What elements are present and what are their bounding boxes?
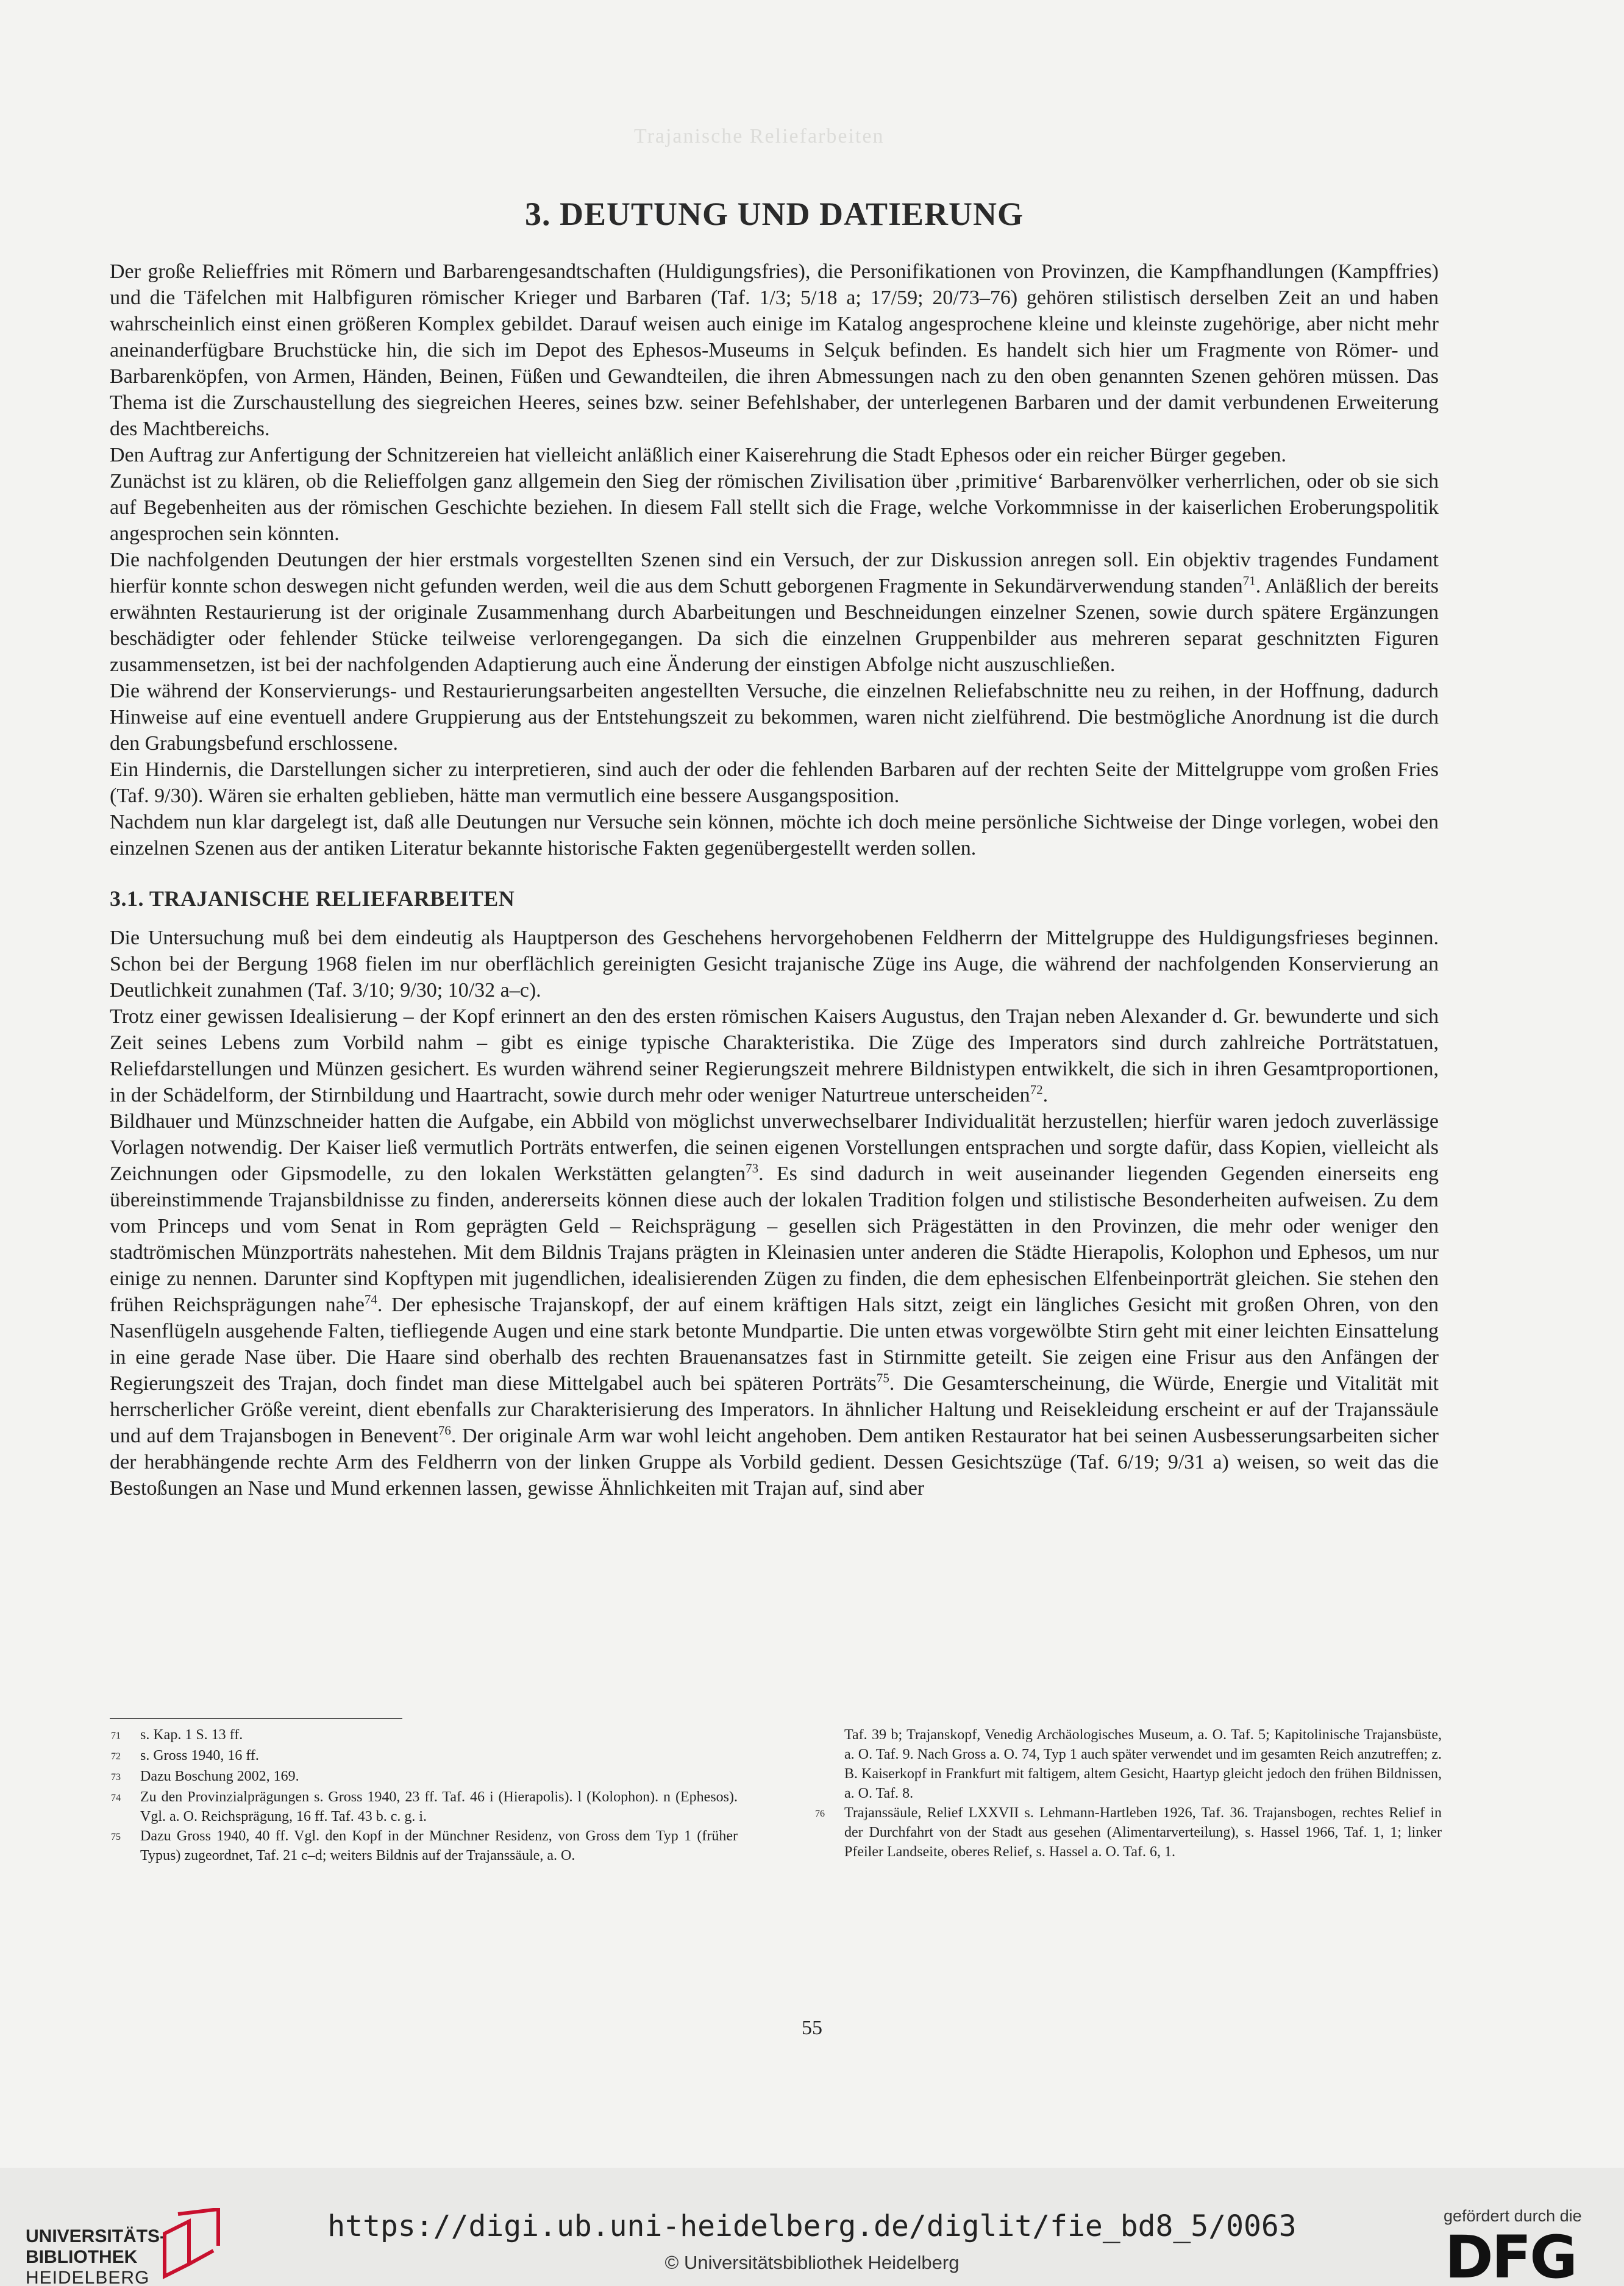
paragraph bbox=[110, 757, 1439, 809]
dfg-logo[interactable]: DFG bbox=[1445, 2223, 1576, 2286]
footnote-ref[interactable]: 73 bbox=[746, 1161, 759, 1176]
footnote-number: 75 bbox=[111, 1832, 121, 1842]
paragraph-text: . Es sind dadurch in weit auseinander liegenden Gegenden einerseits eng übereinstimmende Trajansbildnisse zu finden, andererseits können diese auch der lokalen Tradition folgen und stilistische Besonderheiten aufweisen. Zu dem vom Princeps und vom Senat in Rom geprägten Geld – Reichsprägung – gesellen sich Prägestätten in den Provinzen, die mehr oder weniger den stadtrömischen Münzporträts nahestehen. Mit dem Bildnis Trajans prägten in Kleinasien unter anderen die Städte Hierapolis, Kolophon und Ephesos, um nur einige zu nennen. Darunter sind Kopftypen mit jugendlichen, idealisierenden Zügen zu finden, die dem ephesischen Elfenbeinporträt gleichen. Sie stehen den frühen Reichsprägungen nahe bbox=[110, 1163, 1439, 1316]
footnote-ref[interactable]: 72 bbox=[1030, 1082, 1043, 1097]
paragraph bbox=[110, 678, 1439, 757]
show-through-header: Trajanische Reliefarbeiten bbox=[634, 125, 885, 148]
paragraph-text: . Anläßlich der bereits erwähnten Restaurierung ist der originale Zusammenhang durch Abarbeitungen und Beschneidungen einzelner Szenen, sowie durch spätere Ergänzungen beschädigter oder fehlender Stücke teilweise verlorengegangen. Da sich die einzelnen Gruppenbilder aus mehreren separat geschnitzten Figuren zusammensetzen, ist bei der nachfolgenden Adaptierung auch eine Änderung der einstigen Abfolge nicht auszuschließen. bbox=[110, 575, 1439, 676]
body-part-2 bbox=[110, 925, 1439, 1501]
footnotes-right-list bbox=[814, 1803, 1442, 1862]
paragraph bbox=[110, 809, 1439, 861]
uni-line-1: UNIVERSITÄTS- bbox=[26, 2226, 166, 2246]
footnote-ref[interactable]: 76 bbox=[438, 1423, 451, 1438]
paragraph bbox=[110, 468, 1439, 547]
paragraph-text: Bildhauer und Münzschneider hatten die Aufgabe, ein Abbild von möglichst unverwechselbarer Individualität herzustellen; hierfür waren jedoch zuverlässige Vorlagen notwendig. Der Kaiser ließ vermutlich Porträts entwerfen, die seinen eigenen Vorstellungen entsprachen und sorgte dafür, dass Kopien, vielleicht als Zeichnungen oder Gipsmodelle, zu den lokalen Werkstätten gelangten bbox=[110, 1110, 1439, 1185]
footnotes-left-column bbox=[110, 1725, 738, 1865]
paragraph-text: . bbox=[1042, 1084, 1049, 1106]
paragraph bbox=[110, 1108, 1439, 1501]
chapter-title: 3. DEUTUNG UND DATIERUNG bbox=[524, 196, 1024, 232]
library-footer bbox=[0, 2168, 1624, 2286]
uni-line-2: BIBLIOTHEK bbox=[26, 2247, 138, 2267]
footnote bbox=[110, 1787, 738, 1826]
footnote-text: Dazu Gross 1940, 40 ff. Vgl. den Kopf in der Münchner Residenz, von Gross dem Typ 1 (früher Typus) zugeordnet, Taf. 21 c–d; weiters Bildnis auf der Trajanssäule, a. O. bbox=[140, 1828, 738, 1864]
footnote-number: 76 bbox=[815, 1809, 825, 1819]
footnote bbox=[110, 1826, 738, 1865]
paragraph bbox=[110, 258, 1439, 442]
funding-label: gefördert durch die bbox=[1444, 2207, 1582, 2225]
footnote-number: 74 bbox=[111, 1793, 121, 1803]
footnote-ref[interactable]: 71 bbox=[1242, 573, 1256, 588]
footnote-number: 72 bbox=[111, 1751, 121, 1762]
paragraph-text: . Der ephesische Trajanskopf, der auf einem kräftigen Hals sitzt, zeigt ein längliches Gesicht mit großen Ohren, von den Nasenflügeln ausgehende Falten, tiefliegende Augen und eine stark betonte Mundpartie. Die unten etwas vorgewölbte Stirn geht mit einer leichten Einsattelung in eine gerade Nase über. Die Haare sind oberhalb des rechten Brauenansatzes fast in Stirnmitte geteilt. Sie zeigen eine Frisur aus den Anfängen der Regierungszeit des Trajan, doch findet man diese Mittelgabel auch bei späteren Porträts bbox=[110, 1294, 1439, 1395]
footnote-number: 73 bbox=[111, 1772, 121, 1782]
paragraph-text: Den Auftrag zur Anfertigung der Schnitzereien hat vielleicht anläßlich einer Kaiserehrung die Stadt Ephesos oder ein reicher Bürger gegeben. bbox=[110, 444, 1287, 466]
footnote-ref[interactable]: 75 bbox=[876, 1370, 889, 1386]
paragraph-text: Nachdem nun klar dargelegt ist, daß alle Deutungen nur Versuche sein können, möchte ich doch meine persönliche Sichtweise der Dinge vorlegen, wobei den einzelnen Szenen aus der antiken Literatur bekannte historische Fakten gegenübergestellt werden sollen. bbox=[110, 811, 1439, 860]
paragraph bbox=[110, 1003, 1439, 1108]
paragraph-text: Die nachfolgenden Deutungen der hier erstmals vorgestellten Szenen sind ein Versuch, der zur Diskussion anregen soll. Ein objektiv tragendes Fundament hierfür konnte schon deswegen nicht gefunden werden, weil die aus dem Schutt geborgenen Fragmente in Sekundärverwendung standen bbox=[110, 549, 1439, 597]
paragraph-text: Der große Relieffries mit Römern und Barbarengesandtschaften (Huldigungsfries), die Personifikationen von Provinzen, die Kampfhandlungen (Kampffries) und die Täfelchen mit Halbfiguren römischer Krieger und Barbaren (Taf. 1/3; 5/18 a; 17/59; 20/73–76) gehören stilistisch derselben Zeit an und haben wahrscheinlich einst einen größeren Komplex gebildet. Darauf weisen auch einige im Katalog angesprochene kleine und kleinste zugehörige, aber nicht mehr aneinanderfügbare Bruchstücke hin, die sich im Depot des Ephesos-Museums in Selçuk befinden. Es handelt sich hier um Fragmente von Römer- und Barbarenköpfen, von Armen, Händen, Beinen, Füßen und Gewandteilen, die ihren Abmessungen nach zu den oben genannten Szenen gehören müssen. Das Thema ist die Zurschaustellung des siegreichen Heeres, seines bzw. seiner Befehlshaber, der unterlegenen Barbaren und der damit verbundenen Erweiterung des Machtbereichs. bbox=[110, 260, 1439, 440]
paragraph bbox=[110, 442, 1439, 468]
paragraph-text: Zunächst ist zu klären, ob die Relieffolgen ganz allgemein den Sieg der römischen Zivilisation über ‚primitive‘ Barbarenvölker verherrlichen, oder ob sie sich auf Begebenheiten aus der römischen Geschichte beziehen. In diesem Fall stellt sich die Frage, welche Vorkommnisse in der kaiserlichen Eroberungspolitik angesprochen sein könnten. bbox=[110, 470, 1439, 545]
footnote-text: s. Kap. 1 S. 13 ff. bbox=[140, 1727, 243, 1743]
uni-line-3: HEIDELBERG bbox=[26, 2268, 150, 2286]
footnote bbox=[110, 1767, 738, 1787]
paragraph-text: Die während der Konservierungs- und Restaurierungsarbeiten angestellten Versuche, die einzelnen Reliefabschnitte neu zu reihen, in der Hoffnung, dadurch Hinweise auf eine eventuell andere Gruppierung aus der Entstehungszeit zu bekommen, waren nicht zielführend. Die bestmögliche Anordnung ist die durch den Grabungsbefund erschlossene. bbox=[110, 680, 1439, 755]
footnote-number: 71 bbox=[111, 1731, 121, 1741]
footnote bbox=[814, 1803, 1442, 1862]
paragraph-text: Ein Hindernis, die Darstellungen sicher zu interpretieren, sind auch der oder die fehlenden Barbaren auf der rechten Seite der Mittelgruppe vom großen Fries (Taf. 9/30). Wären sie erhalten geblieben, hätte man vermutlich eine bessere Ausgangsposition. bbox=[110, 758, 1439, 807]
footnote bbox=[110, 1725, 738, 1746]
paragraph-text: . Der originale Arm war wohl leicht angehoben. Dem antiken Restaurator hat bei seinen Ausbesserungsarbeiten sicher der herabhängende rechte Arm des Feldherrn von der linken Gruppe als Vorbild gedient. Dessen Gesichtszüge (Taf. 6/19; 9/31 a) weisen, so weit das die Bestoßungen an Nase und Mund erkennen lassen, gewisse Ähnlichkeiten mit Trajan auf, sind aber bbox=[110, 1425, 1439, 1500]
permalink-url[interactable]: https://digi.ub.uni-heidelberg.de/diglit/fie_bd8_5/0063 bbox=[327, 2209, 1297, 2243]
paragraph bbox=[110, 925, 1439, 1003]
page-number: 55 bbox=[802, 2017, 822, 2039]
footnote-text: s. Gross 1940, 16 ff. bbox=[140, 1748, 259, 1764]
section-heading: 3.1. TRAJANISCHE RELIEFARBEITEN bbox=[110, 886, 515, 911]
footnote-ref[interactable]: 74 bbox=[364, 1292, 377, 1307]
footnotes-right-column bbox=[814, 1725, 1442, 1862]
footnote bbox=[110, 1746, 738, 1767]
copyright-notice: © Universitätsbibliothek Heidelberg bbox=[664, 2252, 960, 2273]
footnote-text: Dazu Boschung 2002, 169. bbox=[140, 1768, 299, 1784]
paragraph-text: . Die Gesamterscheinung, die Würde, Energie und Vitalität mit herrscherlicher Größe vereint, dient ebenfalls zur Charakterisierung des Imperators. In ähnlicher Haltung und Reisekleidung erscheint er auf der Trajanssäule und auf dem Trajansbogen in Benevent bbox=[110, 1372, 1439, 1447]
paragraph bbox=[110, 547, 1439, 678]
footnote-continuation: Taf. 39 b; Trajanskopf, Venedig Archäologisches Museum, a. O. Taf. 5; Kapitolinische Trajansbüste, a. O. Taf. 9. Nach Gross a. O. 74, Typ 1 auch später verwendet und im gesamten Reich anzutreffen; z. B. Kaiserkopf in Frankfurt mit faltigem, altem Gesicht, Haartyp gleicht jedoch den frühen Bildnissen, a. O. Taf. 8. bbox=[844, 1727, 1442, 1801]
paragraph-text: Trotz einer gewissen Idealisierung – der Kopf erinnert an den des ersten römischen Kaisers Augustus, den Trajan neben Alexander d. Gr. bewunderte und sich Zeit seines Lebens zum Vorbild nahm – gibt es einige typische Charakteristika. Die Züge des Imperators sind durch zahlreiche Porträtstatuen, Reliefdarstellungen und Münzen gesichert. Es wurden während seiner Regierungszeit mehrere Bildnistypen entwikkelt, die sich in ihren Gesamtproportionen, in der Schädelform, der Stirnbildung und Haartracht, sowie durch mehr oder weniger Naturtreue unterscheiden bbox=[110, 1005, 1439, 1106]
main-text bbox=[110, 195, 1439, 1501]
body-part-1 bbox=[110, 258, 1439, 861]
footnote-text: Trajanssäule, Relief LXXVII s. Lehmann-Hartleben 1926, Taf. 36. Trajansbogen, rechtes Relief in der Durchfahrt von der Stadt aus gesehen (Alimentarverteilung), s. Hassel 1966, Taf. 1, 1; linker Pfeiler Landseite, oberes Relief, s. Hassel a. O. Taf. 6, 1. bbox=[844, 1805, 1442, 1860]
paragraph-text: Die Untersuchung muß bei dem eindeutig als Hauptperson des Geschehens hervorgehobenen Feldherrn der Mittelgruppe des Huldigungsfrieses beginnen. Schon bei der Bergung 1968 fielen im nur oberflächlich gereinigten Gesicht trajanische Züge ins Auge, die während der nachfolgenden Konservierung an Deutlichkeit zunahmen (Taf. 3/10; 9/30; 10/32 a–c). bbox=[110, 927, 1439, 1002]
footnote-rule bbox=[110, 1718, 402, 1719]
footnote-text: Zu den Provinzialprägungen s. Gross 1940, 23 ff. Taf. 46 i (Hierapolis). l (Kolophon). n (Ephesos). Vgl. a. O. Reichsprägung, 16 ff. Taf. 43 b. c. g. i. bbox=[140, 1789, 738, 1825]
